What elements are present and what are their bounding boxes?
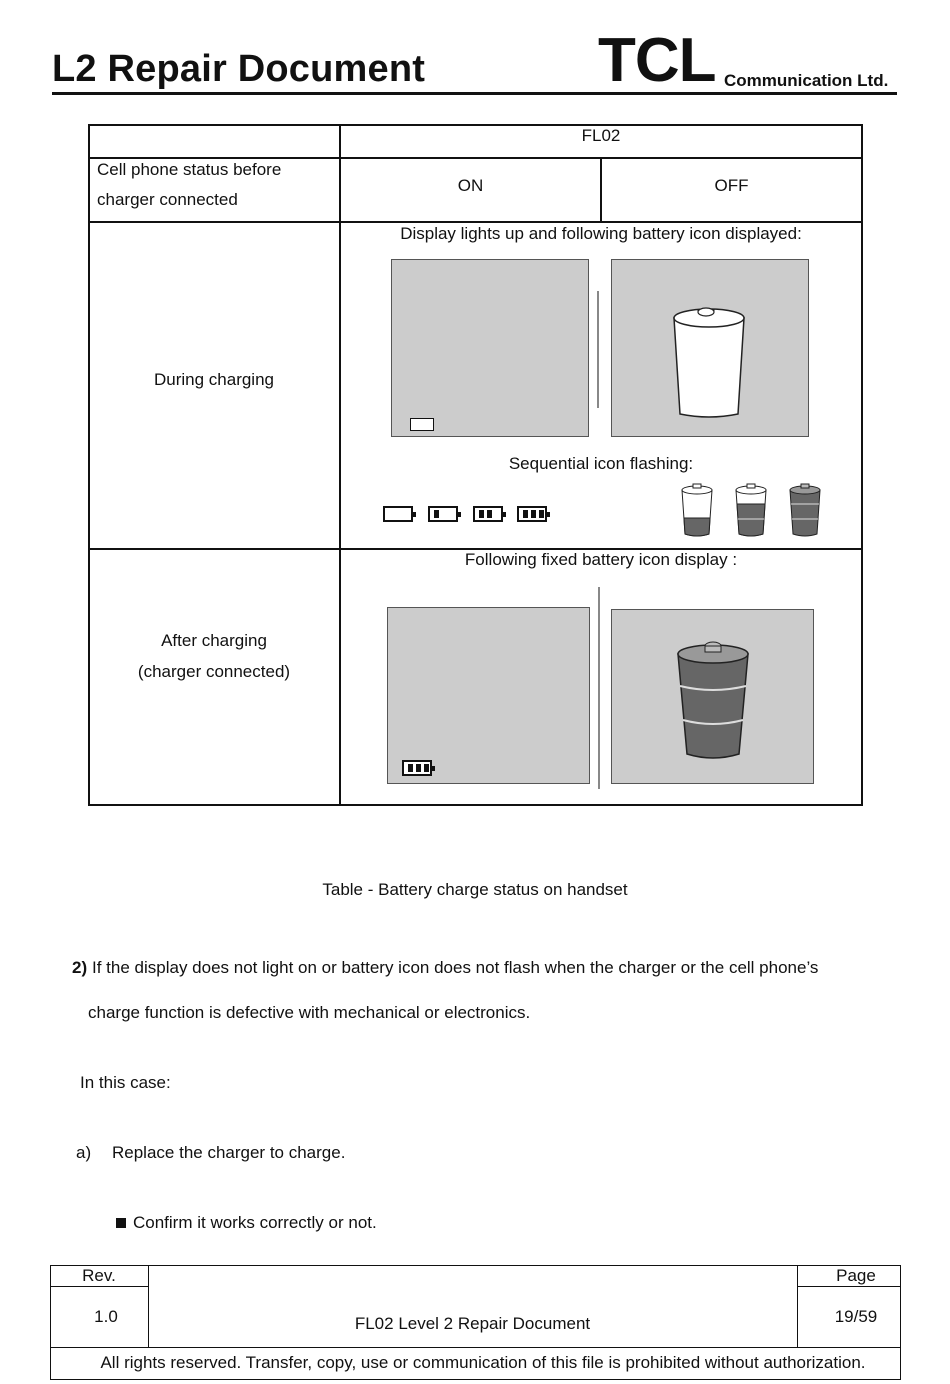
battery-bar-icon-0 — [383, 506, 413, 522]
page-label: Page — [836, 1266, 876, 1285]
screen-separator — [597, 291, 599, 408]
footer-divider — [50, 1286, 148, 1287]
step-a-label: a) — [76, 1143, 92, 1162]
model-header: FL02 — [581, 126, 621, 145]
phone-screen-off — [611, 259, 809, 437]
step-a-text: Replace the charger to charge. — [112, 1143, 346, 1162]
rev-label: Rev. — [82, 1266, 116, 1285]
screen-separator — [598, 587, 600, 789]
off-header: OFF — [714, 176, 749, 195]
page-value: 19/59 — [834, 1307, 878, 1326]
battery-bar-icon-1 — [428, 506, 458, 522]
item-2-number: 2) — [72, 958, 88, 977]
phone-screen-full-on — [387, 607, 590, 784]
phone-screen-on — [391, 259, 589, 437]
full-battery-bar-icon — [402, 760, 432, 776]
battery-bar-icon-2 — [473, 506, 503, 522]
rights-notice: All rights reserved. Transfer, copy, use or communication of this file is prohibited without authorization. — [100, 1353, 866, 1372]
document-title: L2 Repair Document — [52, 48, 426, 90]
after-charging-label-line1: After charging — [161, 631, 267, 650]
footer-doc-name: FL02 Level 2 Repair Document — [354, 1314, 591, 1333]
during-charging-label: During charging — [153, 370, 274, 389]
battery-cylinder-two-thirds-icon — [736, 484, 766, 536]
sequential-flashing-text: Sequential icon flashing: — [508, 454, 694, 473]
after-charging-text: Following fixed battery icon display : — [464, 550, 738, 569]
after-charging-label-line2: (charger connected) — [137, 662, 291, 681]
on-header: ON — [457, 176, 484, 195]
footer-divider — [797, 1286, 901, 1287]
battery-cylinder-sequence-icons — [676, 482, 836, 542]
phone-screen-full-off — [611, 609, 814, 784]
item-2-line1: If the display does not light on or battery icon does not flash when the charger or the cell phone’s — [92, 958, 819, 977]
status-label-line2: charger connected — [97, 190, 238, 209]
during-charging-text: Display lights up and following battery icon displayed: — [400, 224, 802, 243]
brand-logo-text: TCL — [598, 26, 716, 95]
brand-subtitle: Communication Ltd. — [724, 71, 889, 90]
empty-battery-cylinder-icon — [612, 260, 810, 438]
empty-battery-bar-icon — [410, 418, 434, 431]
battery-cylinder-full-icon — [790, 484, 820, 536]
status-label-line1: Cell phone status before — [97, 160, 282, 179]
in-this-case-text: In this case: — [80, 1073, 171, 1092]
footer-divider — [50, 1347, 901, 1348]
bullet-text: Confirm it works correctly or not. — [133, 1213, 377, 1232]
battery-bar-icon-3 — [517, 506, 547, 522]
item-2-line2: charge function is defective with mechanical or electronics. — [88, 1003, 531, 1022]
rev-value: 1.0 — [94, 1307, 118, 1326]
square-bullet-icon — [116, 1218, 126, 1228]
full-battery-cylinder-icon — [612, 610, 815, 785]
header-rule — [52, 92, 897, 95]
battery-cylinder-one-third-icon — [682, 484, 712, 536]
table-caption: Table - Battery charge status on handset — [322, 880, 628, 899]
